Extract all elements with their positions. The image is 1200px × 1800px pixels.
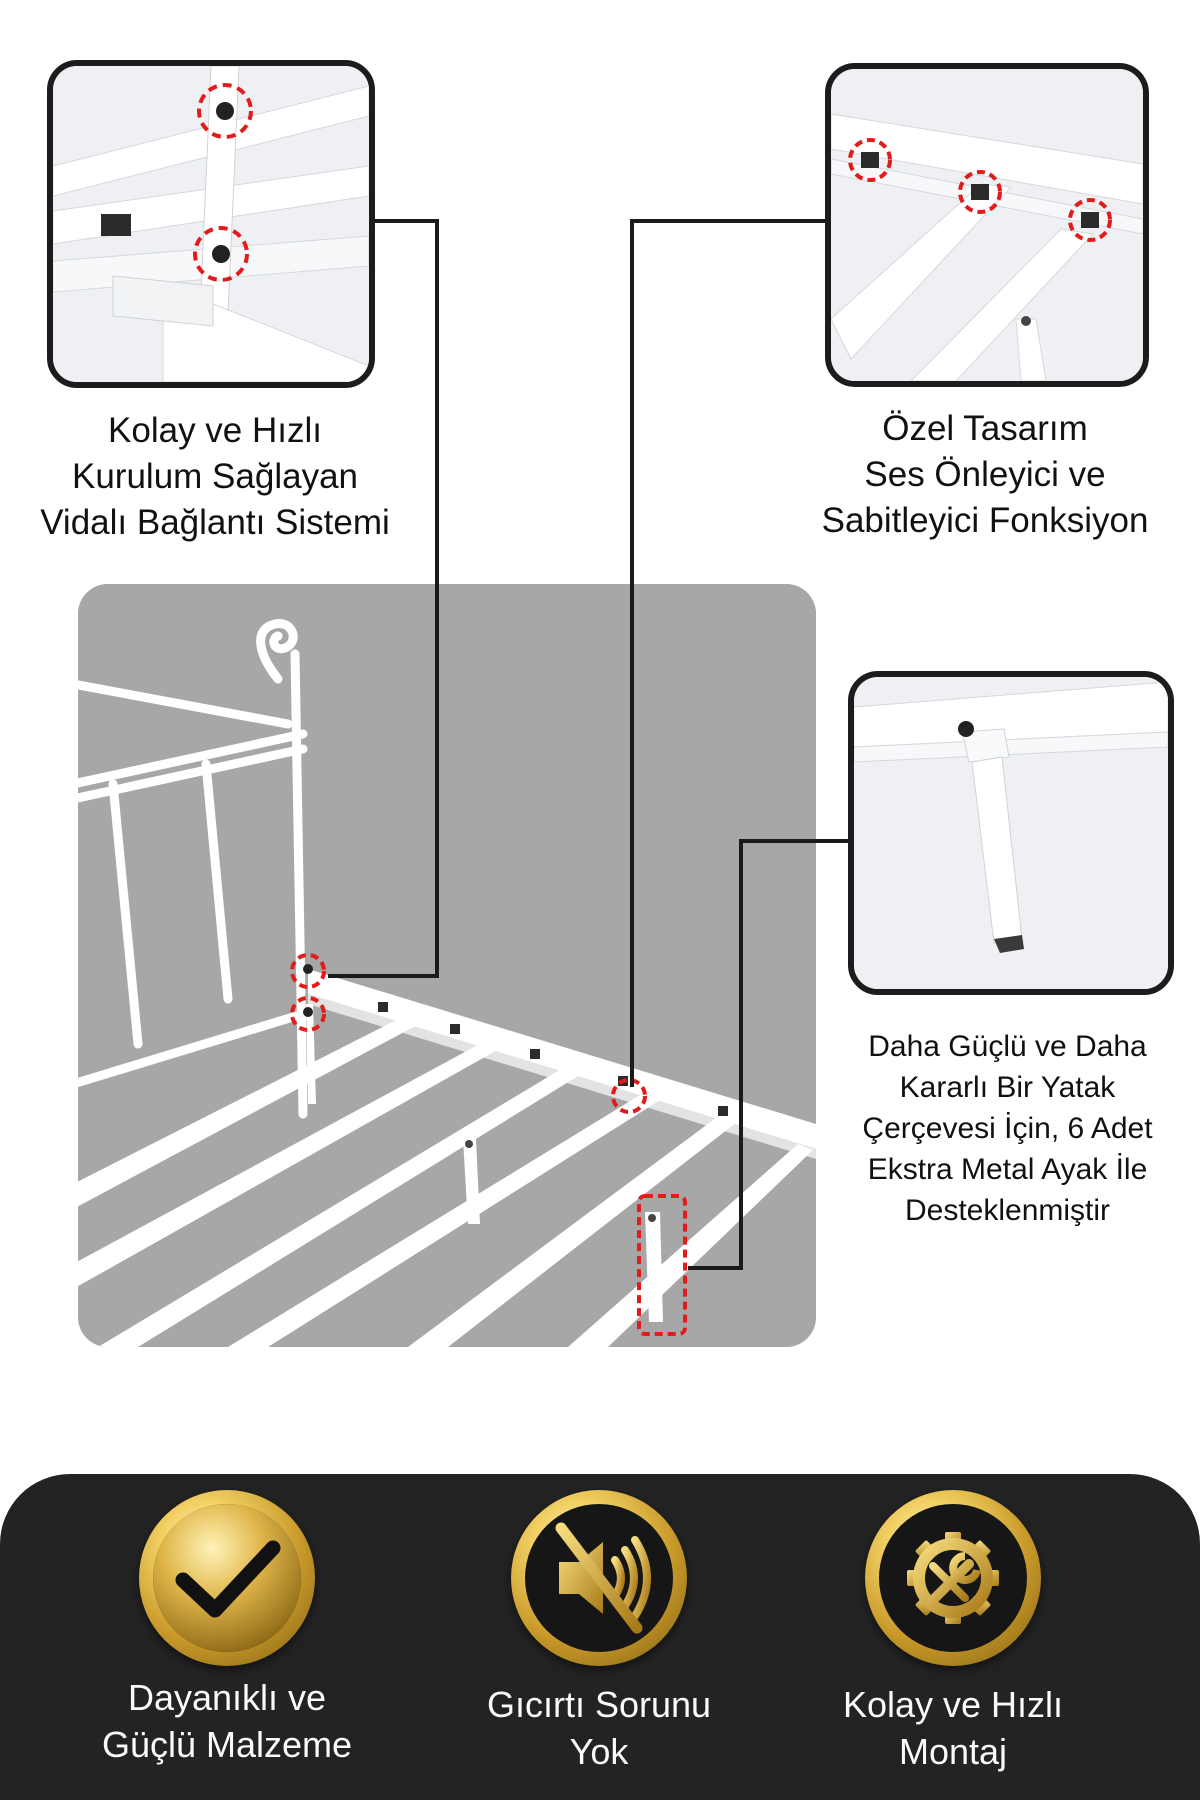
caption-screw-system: [10, 408, 420, 546]
feature-badge-durable: [139, 1490, 315, 1666]
caption-line: Kararlı Bir Yatak: [899, 1071, 1116, 1104]
caption-line: Ekstra Metal Ayak İle: [867, 1153, 1148, 1186]
caption-line: Desteklenmiştir: [904, 1194, 1111, 1227]
gear-wrench-icon: [865, 1490, 1041, 1666]
checkmark-icon: [139, 1490, 315, 1666]
feature-label-line: Gıcırtı Sorunu: [486, 1684, 712, 1725]
feature-badge-easy-assembly: [865, 1490, 1041, 1666]
detail-photo-screw-joints: [47, 60, 375, 388]
feature-badge-no-squeak: [511, 1490, 687, 1666]
feature-band: [0, 1474, 1200, 1800]
caption-line: Sabitleyici Fonksiyon: [821, 501, 1149, 540]
feature-label-line: Güçlü Malzeme: [101, 1724, 353, 1765]
caption-noise-function: [770, 406, 1200, 544]
caption-line: Ses Önleyici ve: [864, 455, 1106, 494]
feature-label-easy-assembly: [783, 1681, 1123, 1775]
caption-line: Çerçevesi İçin, 6 Adet: [862, 1112, 1153, 1145]
feature-label-line: Dayanıklı ve: [127, 1677, 327, 1718]
detail-photo-noise-stoppers: [825, 63, 1149, 387]
no-sound-icon: [511, 1490, 687, 1666]
feature-label-no-squeak: [429, 1681, 769, 1775]
caption-line: Kurulum Sağlayan: [72, 457, 358, 496]
main-photo-bed-frame: [78, 584, 816, 1347]
caption-line: Kolay ve Hızlı: [108, 411, 322, 450]
caption-line: Vidalı Bağlantı Sistemi: [40, 503, 390, 542]
feature-label-durable: [57, 1674, 397, 1768]
feature-label-line: Yok: [569, 1731, 629, 1772]
feature-label-line: Kolay ve Hızlı: [842, 1684, 1064, 1725]
caption-line: Daha Güçlü ve Daha: [868, 1030, 1147, 1063]
feature-label-line: Montaj: [898, 1731, 1008, 1772]
detail-photo-extra-leg: [848, 671, 1174, 995]
caption-extra-legs: [815, 1026, 1200, 1231]
caption-line: Özel Tasarım: [882, 409, 1088, 448]
